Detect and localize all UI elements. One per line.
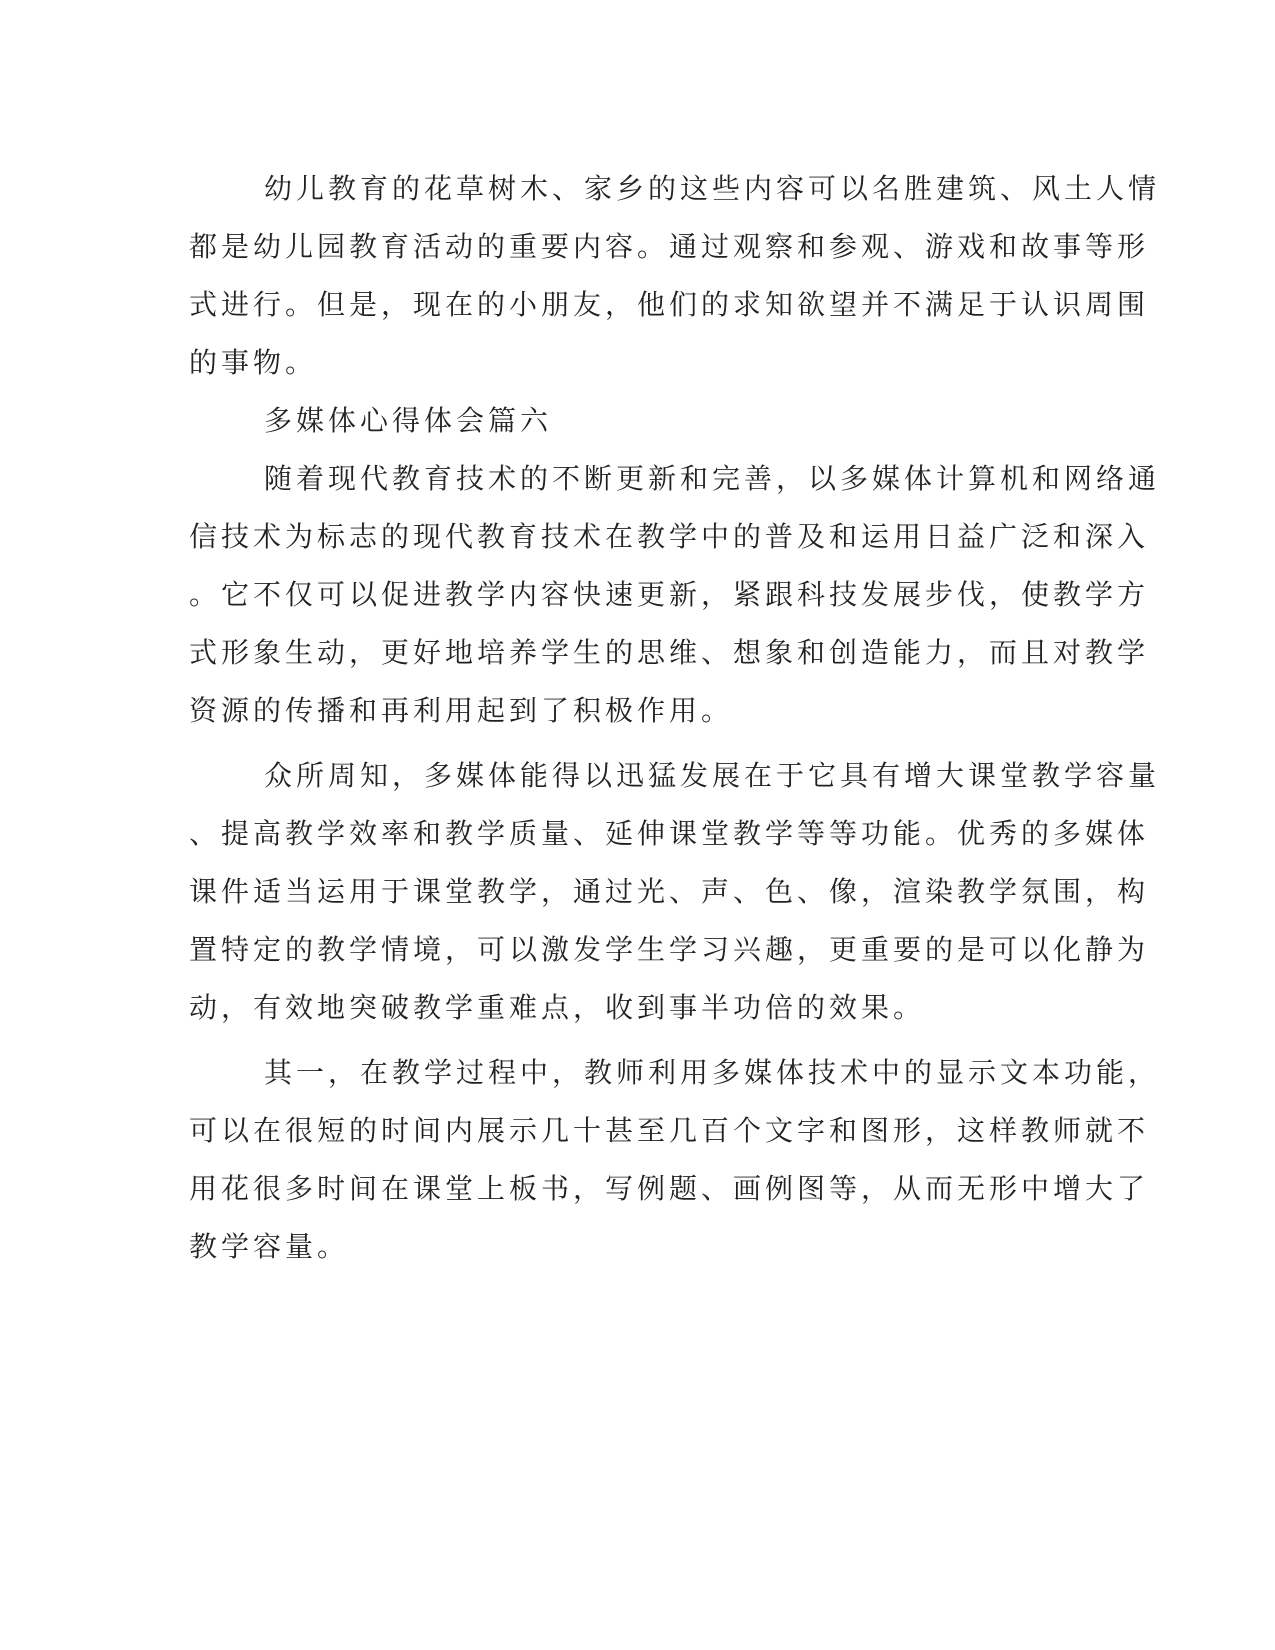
text-line: 的事物。 xyxy=(189,346,318,379)
text-line: 其一，在教学过程中，教师利用多媒体技术中的显示文本功能， xyxy=(264,1056,1161,1089)
text-line: 课件适当运用于课堂教学，通过光、声、色、像，渲染教学氛围，构 xyxy=(189,875,1150,908)
text-line: 众所周知，多媒体能得以迅猛发展在于它具有增大课堂教学容量 xyxy=(264,759,1161,792)
paragraph xyxy=(189,450,1161,740)
text-line: 教学容量。 xyxy=(189,1230,350,1263)
text-line: 动，有效地突破教学重难点，收到事半功倍的效果。 xyxy=(189,991,926,1024)
text-line: 。它不仅可以促进教学内容快速更新，紧跟科技发展步伐，使教学方 xyxy=(189,578,1150,611)
text-line: 信技术为标志的现代教育技术在教学中的普及和运用日益广泛和深入 xyxy=(189,520,1150,553)
text-line: 资源的传播和再利用起到了积极作用。 xyxy=(189,694,734,727)
text-line: 式进行。但是，现在的小朋友，他们的求知欲望并不满足于认识周围 xyxy=(189,288,1150,321)
paragraph xyxy=(189,1044,1161,1276)
text-line: 置特定的教学情境，可以激发学生学习兴趣，更重要的是可以化静为 xyxy=(189,933,1150,966)
text-line: 式形象生动，更好地培养学生的思维、想象和创造能力，而且对教学 xyxy=(189,636,1150,669)
text-line: 用花很多时间在课堂上板书，写例题、画例图等，从而无形中增大了 xyxy=(189,1172,1150,1205)
text-line: 都是幼儿园教育活动的重要内容。通过观察和参观、游戏和故事等形 xyxy=(189,230,1150,263)
text-line: 、提高教学效率和教学质量、延伸课堂教学等等功能。优秀的多媒体 xyxy=(189,817,1150,850)
paragraph xyxy=(189,747,1161,1037)
text-line: 随着现代教育技术的不断更新和完善，以多媒体计算机和网络通 xyxy=(264,462,1161,495)
text-line: 幼儿教育的花草树木、家乡的这些内容可以名胜建筑、风土人情 xyxy=(264,172,1161,205)
paragraph xyxy=(189,160,1161,392)
text-line: 可以在很短的时间内展示几十甚至几百个文字和图形，这样教师就不 xyxy=(189,1114,1150,1147)
document-body xyxy=(189,160,1161,1276)
heading-text: 多媒体心得体会篇六 xyxy=(264,404,553,437)
section-heading xyxy=(189,392,1069,450)
